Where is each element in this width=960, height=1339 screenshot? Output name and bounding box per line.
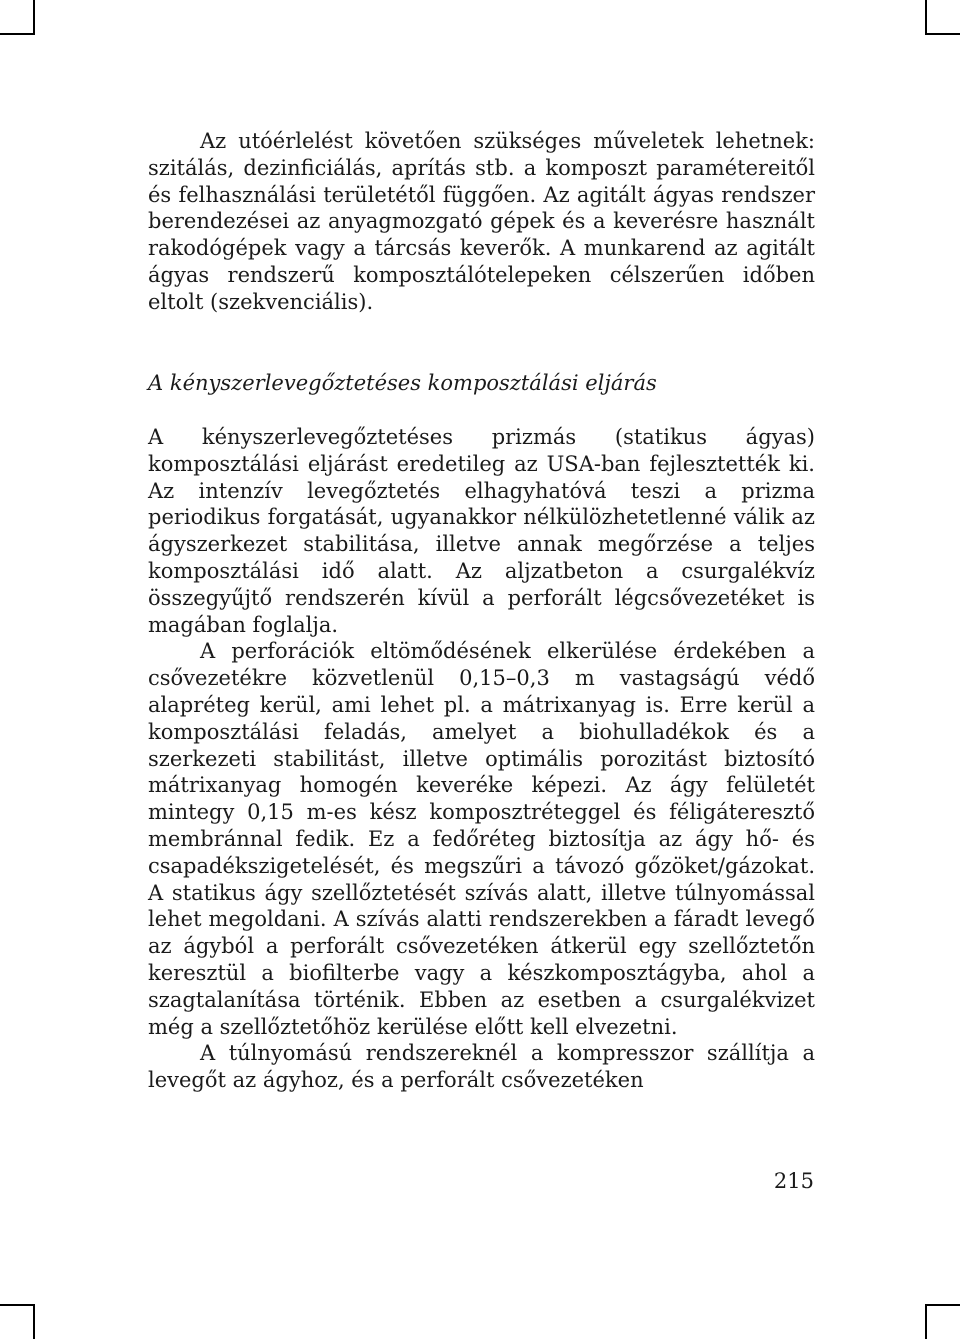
crop-mark-top-left-horizontal [0, 33, 35, 35]
crop-mark-bottom-right-vertical [925, 1304, 927, 1339]
crop-mark-top-right-horizontal [925, 33, 960, 35]
crop-mark-top-left-vertical [33, 0, 35, 35]
crop-mark-bottom-left-vertical [33, 1304, 35, 1339]
crop-mark-bottom-right-horizontal [925, 1304, 960, 1306]
paragraph-utoerleles: Az utóérlelést követően szükséges műveletek lehetnek: szitálás, dezinficiálás, aprítás stb. a komposzt paramétereitől és felhasználási területétől függően. Az agitált ágyas rendszer berendezései az anyagmozgató gépek és a keverésre használt rakodógépek vagy a tárcsás keverők. A munkarend az agitált ágyas rendszerű komposztálótelepeken célszerűen időben eltolt (szekvenciális). [148, 129, 815, 314]
intro-text-block [148, 128, 815, 316]
crop-mark-top-right-vertical [925, 0, 927, 35]
page-number: 215 [773, 1169, 814, 1193]
paragraph-perforaciok: A perforációk eltömődésének elkerülése érdekében a csővezetékre közvetlenül 0,15–0,3 m vastagságú védő alapréteg kerül, ami lehet pl. a mátrixanyag is. Erre kerül a komposztálási feladás, amelyet a biohulladékok és a szerkezeti stabilitást, illetve optimális porozitást biztosító mátrixanyag homogén keveréke képezi. Az ágy felületét mintegy 0,15 m-es kész komposztréteggel és féligáteresztő membránnal fedik. Ez a fedőréteg biztosítja az ágy hő- és csapadékszigetelését, és megszűri a távozó gőzöket/gázokat. A statikus ágy szellőztetését szívás alatt, illetve túlnyomással lehet megoldani. A szívás alatti rendszerekben a fáradt levegő az ágyból a perforált csővezetéken átkerül egy szellőztetőn keresztül a biofilterbe vagy a készkomposztágyba, ahol a szagtalanítása történik. Ebben az esetben a csurgalékvizet még a szellőztetőhöz kerülése előtt kell elvezetni. [148, 639, 815, 1039]
crop-mark-bottom-left-horizontal [0, 1304, 35, 1306]
section-heading: A kényszerlevegőztetéses komposztálási eljárás [148, 371, 657, 395]
main-text-block [148, 424, 815, 1094]
paragraph-kenyszerlevegoztetes: A kényszerlevegőztetéses prizmás (statikus ágyas) komposztálási eljárást eredetileg az USA-ban fejlesztették ki. Az intenzív levegőztetés elhagyhatóvá teszi a prizma periodikus forgatását, ugyanakkor nélkülözhetetlenné válik az ágyszerkezet stabilitása, illetve annak megőrzése a teljes komposztálási idő alatt. Az aljzatbeton a csurgalékvíz összegyűjtő rendszerén kívül a perforált légcsővezetéket is magában foglalja. [148, 425, 815, 637]
paragraph-tulnyomasu: A túlnyomású rendszereknél a kompresszor szállítja a levegőt az ágyhoz, és a perforált csővezetéken [148, 1041, 815, 1093]
